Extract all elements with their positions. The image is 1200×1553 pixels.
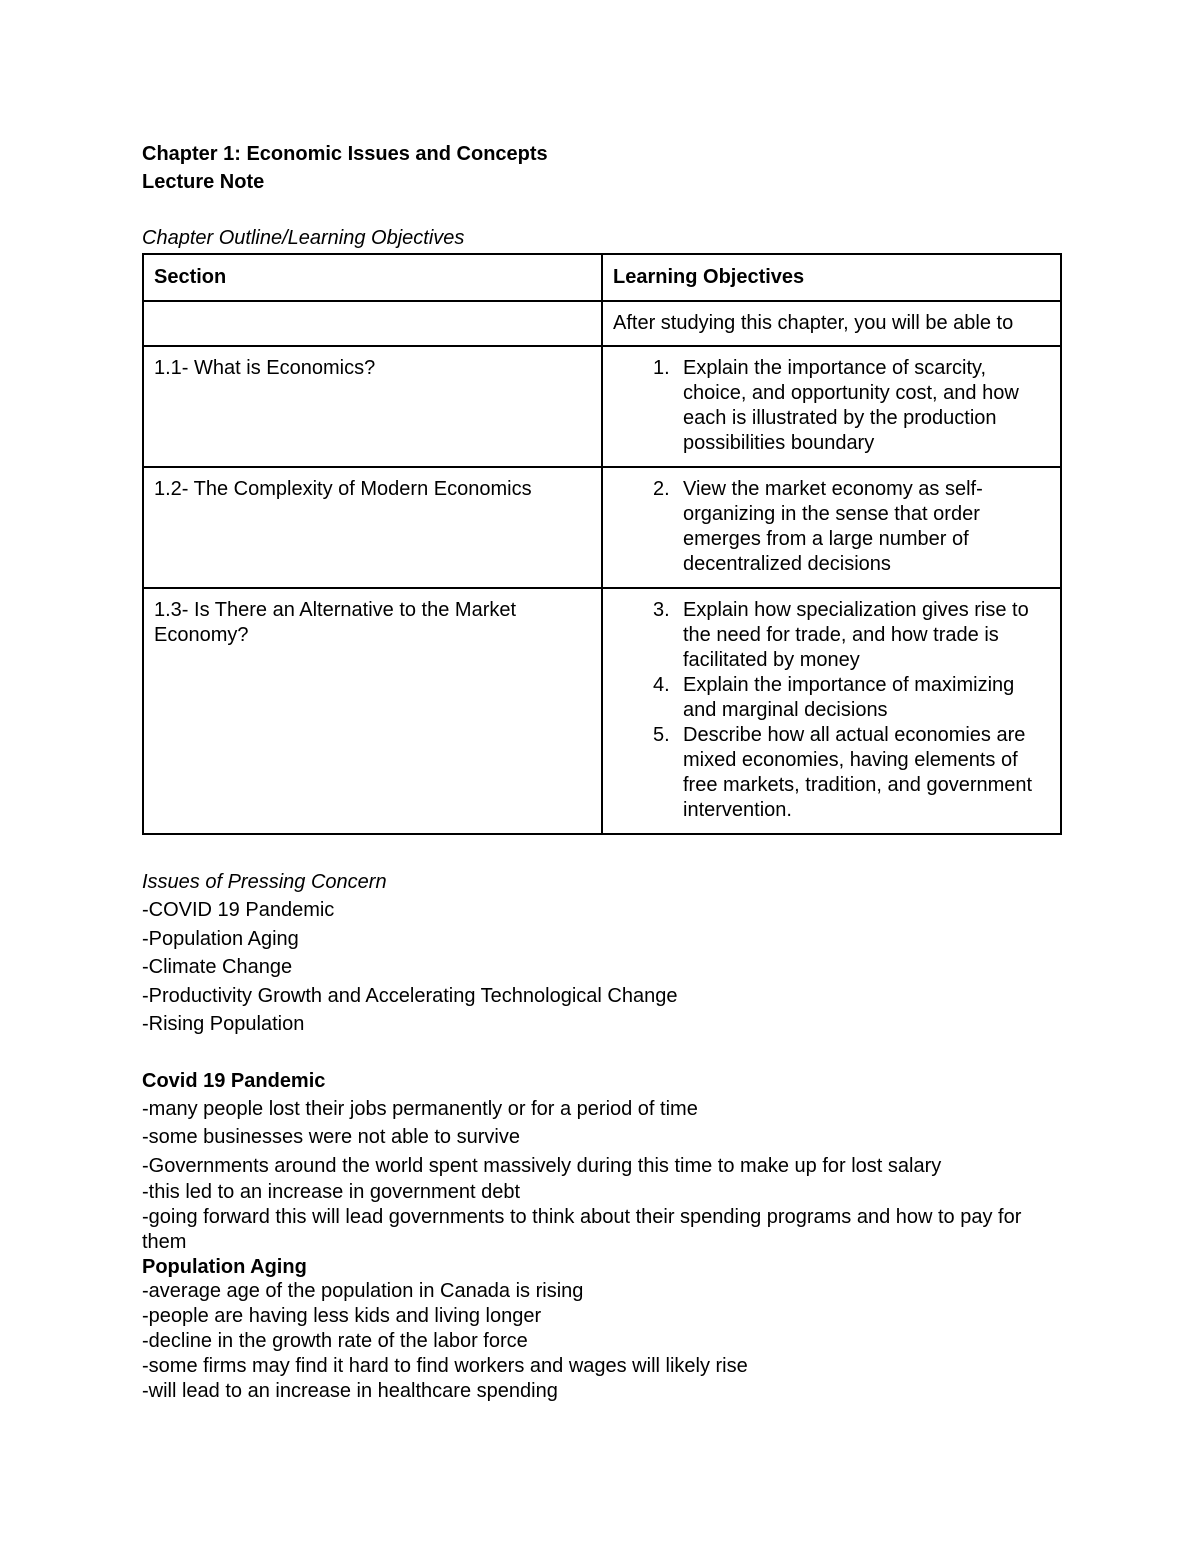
table-row (143, 467, 1061, 588)
objective-text: Explain the importance of maximizing and marginal decisions (683, 674, 1015, 721)
list-item (613, 673, 1050, 723)
objectives-intro: After studying this chapter, you will be able to (602, 301, 1061, 346)
aging-item: -average age of the population in Canada is rising (142, 1280, 584, 1302)
table-row (143, 588, 1061, 834)
objective-text: Explain how specialization gives rise to the need for trade, and how trade is facilitated by money (683, 599, 1029, 671)
aging-section (142, 1255, 1062, 1404)
objective-text: Explain the importance of scarcity, choice, and opportunity cost, and how each is illustrated by the production possibilities boundary (683, 357, 1019, 454)
list-item (613, 723, 1050, 823)
section-cell: 1.1- What is Economics? (143, 346, 602, 467)
outline-heading: Chapter Outline/Learning Objectives (142, 227, 465, 249)
objectives-cell (602, 588, 1061, 834)
objective-text: Describe how all actual economies are mixed economies, having elements of free markets, tradition, and government intervention. (683, 724, 1033, 821)
aging-item: -decline in the growth rate of the labor force (142, 1330, 528, 1352)
aging-heading: Population Aging (142, 1256, 307, 1278)
outline-table (142, 253, 1062, 835)
aging-item: -will lead to an increase in healthcare spending (142, 1380, 558, 1402)
document-subtitle: Lecture Note (142, 171, 265, 193)
objective-number: 4. (653, 674, 670, 696)
column-header-objectives: Learning Objectives (602, 254, 1061, 301)
objectives-list (613, 356, 1050, 456)
issues-heading: Issues of Pressing Concern (142, 871, 387, 893)
objective-text: View the market economy as self-organizing in the sense that order emerges from a large number of decentralized decisions (683, 478, 983, 575)
list-item (613, 598, 1050, 673)
list-item (613, 356, 1050, 456)
table-row (143, 301, 1061, 346)
issue-item: -Productivity Growth and Accelerating Technological Change (142, 984, 678, 1007)
issue-item: -Population Aging (142, 927, 299, 950)
section-cell: 1.3- Is There an Alternative to the Market Economy? (143, 588, 602, 834)
objective-number: 5. (653, 724, 670, 746)
objectives-cell (602, 346, 1061, 467)
covid-section (142, 1067, 1062, 1256)
issue-item: -Rising Population (142, 1013, 305, 1035)
covid-heading: Covid 19 Pandemic (142, 1069, 326, 1092)
table-row (143, 346, 1061, 467)
table-cell-empty (143, 301, 602, 346)
covid-item: -some businesses were not able to survive (142, 1126, 520, 1148)
aging-item: -some firms may find it hard to find workers and wages will likely rise (142, 1355, 748, 1377)
issue-item: -Climate Change (142, 956, 293, 978)
covid-item: -Governments around the world spent massively during this time to make up for lost salary (142, 1154, 942, 1177)
objectives-cell (602, 467, 1061, 588)
objective-number: 1. (653, 357, 670, 379)
aging-item: -people are having less kids and living longer (142, 1305, 542, 1327)
section-cell: 1.2- The Complexity of Modern Economics (143, 467, 602, 588)
table-header-row (143, 254, 1061, 301)
objectives-list (613, 598, 1050, 823)
document-title: Chapter 1: Economic Issues and Concepts (142, 143, 548, 165)
objectives-list (613, 477, 1050, 577)
covid-item: -going forward this will lead governments to think about their spending programs and how to pay for them (142, 1206, 1022, 1253)
covid-item: -this led to an increase in government debt (142, 1181, 520, 1203)
column-header-section: Section (143, 254, 602, 301)
objective-number: 3. (653, 599, 670, 621)
document-page (142, 140, 1062, 1404)
issues-section (142, 868, 1062, 1039)
list-item (613, 477, 1050, 577)
issue-item: -COVID 19 Pandemic (142, 899, 335, 921)
covid-item: -many people lost their jobs permanently or for a period of time (142, 1097, 698, 1120)
objective-number: 2. (653, 478, 670, 500)
